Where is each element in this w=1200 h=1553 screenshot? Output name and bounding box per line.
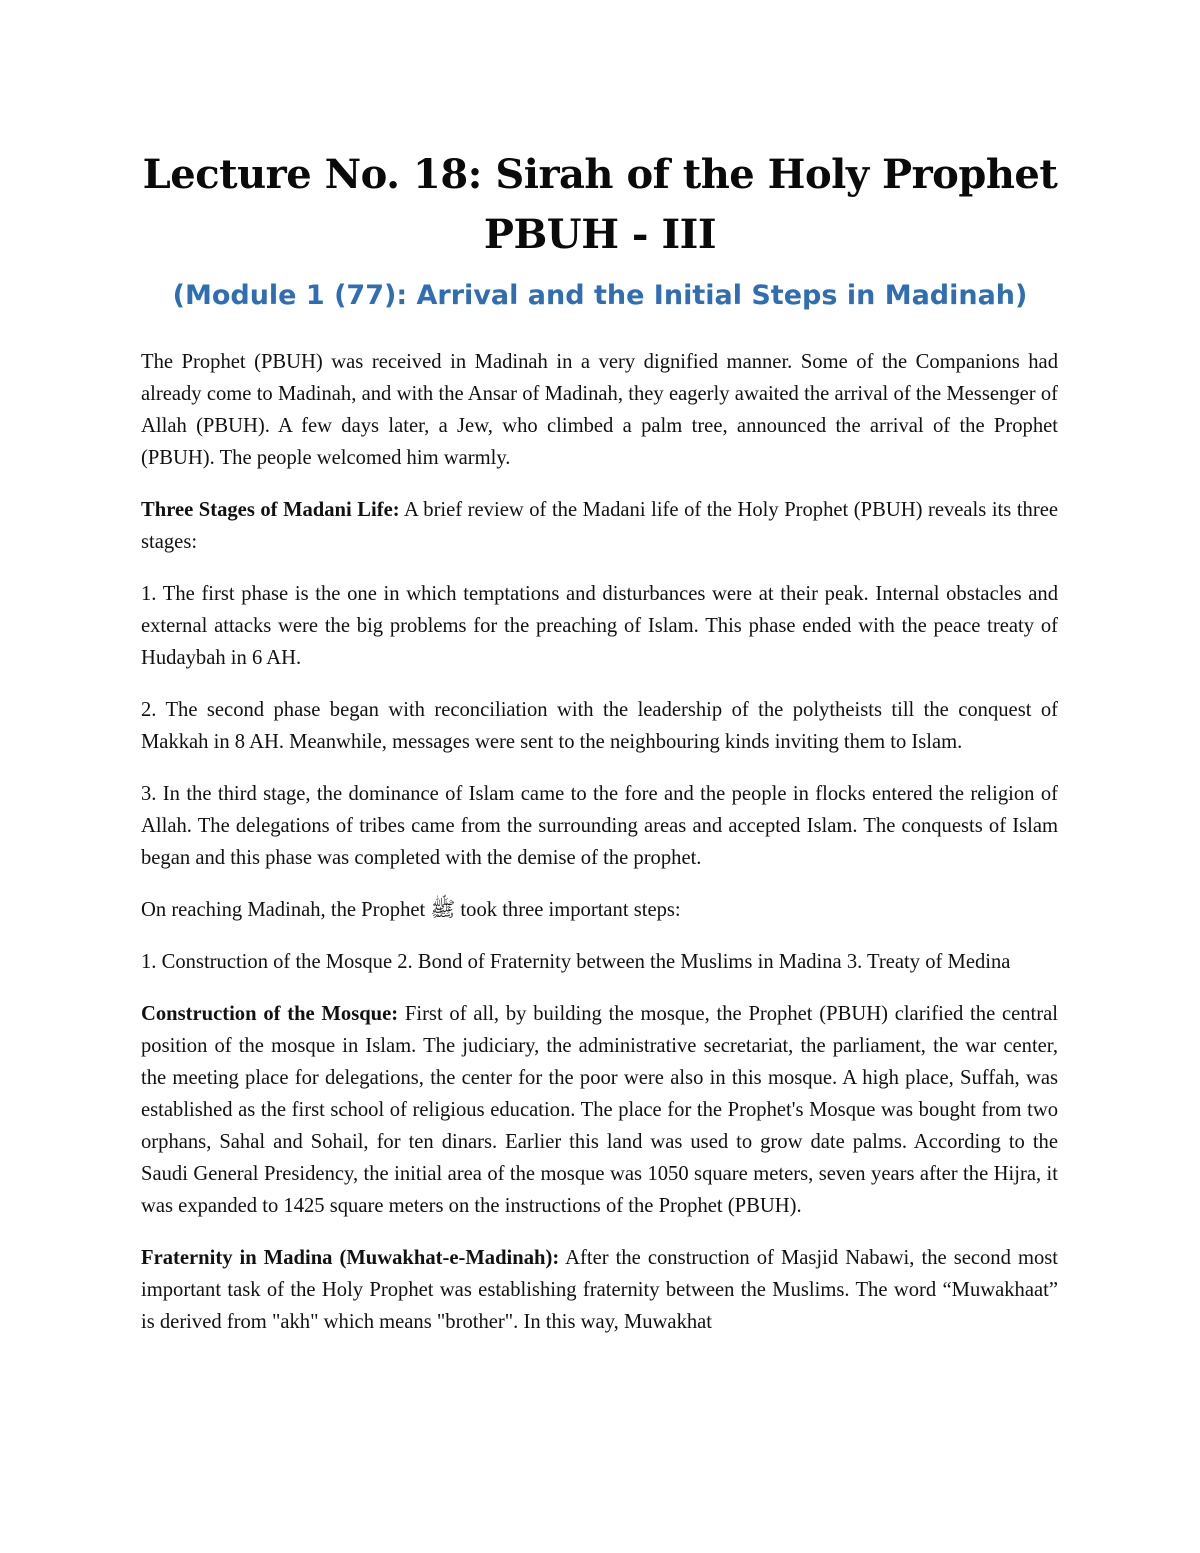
- stage-2-paragraph: 2. The second phase began with reconciliation with the leadership of the polytheists till the conquest of Makkah in 8 AH. Meanwhile, messages were sent to the neighbouring kinds inviting them to Islam.: [141, 699, 1058, 753]
- mosque-paragraph: [141, 998, 1058, 1222]
- fraternity-paragraph: [141, 1242, 1058, 1338]
- steps-intro-paragraph: On reaching Madinah, the Prophet ﷺ took three important steps:: [141, 899, 681, 921]
- mosque-text: First of all, by building the mosque, the Prophet (PBUH) clarified the central position of the mosque in Islam. The judiciary, the administrative secretariat, the parliament, the war center, the meeting place for delegations, the center for the poor were also in this mosque. A high place, Suffah, was established as the first school of religious education. The place for the Prophet's Mosque was bought from two orphans, Sahal and Sohail, for ten dinars. Earlier this land was used to grow date palms. According to the Saudi General Presidency, the initial area of the mosque was 1050 square meters, seven years after the Hijra, it was expanded to 1425 square meters on the instructions of the Prophet (PBUH).: [141, 1003, 1058, 1217]
- module-heading: (Module 1 (77): Arrival and the Initial Steps in Madinah): [172, 280, 1028, 311]
- stage-1-paragraph: 1. The first phase is the one in which temptations and disturbances were at their peak. Internal obstacles and external attacks were the big problems for the preaching of Islam. This phase ended with the peace treaty of Hudaybah in 6 AH.: [141, 583, 1058, 669]
- fraternity-text: After the construction of Masjid Nabawi, the second most important task of the Holy Prophet was establishing fraternity between the Muslims. The word “Muwakhaat” is derived from "akh" which means "brother". In this way, Muwakhat: [141, 1247, 1058, 1333]
- lecture-title: [100, 145, 1100, 265]
- document-body: [141, 346, 1058, 1358]
- fraternity-heading: Fraternity in Madina (Muwakhat-e-Madinah):: [141, 1247, 560, 1269]
- intro-paragraph: The Prophet (PBUH) was received in Madinah in a very dignified manner. Some of the Companions had already come to Madinah, and with the Ansar of Madinah, they eagerly awaited the arrival of the Messenger of Allah (PBUH). A few days later, a Jew, who climbed a palm tree, announced the arrival of the Prophet (PBUH). The people welcomed him warmly.: [141, 351, 1058, 469]
- stage-3-paragraph: 3. In the third stage, the dominance of Islam came to the fore and the people in flocks entered the religion of Allah. The delegations of tribes came from the surrounding areas and accepted Islam. The conquests of Islam began and this phase was completed with the demise of the prophet.: [141, 783, 1058, 869]
- stages-paragraph: [141, 494, 1058, 558]
- lecture-title-line-1: Lecture No. 18: Sirah of the Holy Prophet: [142, 151, 1058, 198]
- lecture-title-line-2: PBUH - III: [483, 211, 717, 258]
- mosque-heading: Construction of the Mosque:: [141, 1003, 399, 1025]
- stages-text: A brief review of the Madani life of the Holy Prophet (PBUH) reveals its three stages:: [141, 499, 1058, 553]
- stages-heading: Three Stages of Madani Life:: [141, 499, 400, 521]
- steps-list-paragraph: 1. Construction of the Mosque 2. Bond of Fraternity between the Muslims in Madina 3. Treaty of Medina: [141, 951, 1011, 973]
